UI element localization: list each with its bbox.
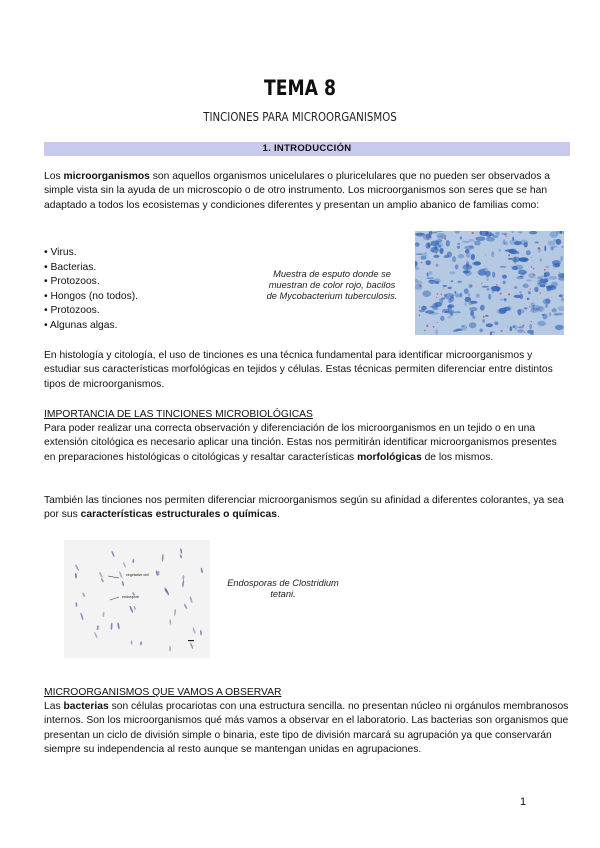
bacillus-dot xyxy=(476,237,478,239)
stain-blob xyxy=(469,239,475,242)
bacillus-dot xyxy=(527,298,529,300)
bacillus-dot xyxy=(421,262,423,264)
stain-blob xyxy=(454,291,456,294)
stain-blob xyxy=(545,304,547,307)
endospore-cell xyxy=(102,612,104,618)
endospore-cell xyxy=(182,575,184,580)
endospore-cell xyxy=(82,592,86,597)
bacillus-dot xyxy=(429,236,431,238)
stain-blob xyxy=(486,323,493,327)
stain-blob xyxy=(464,288,469,294)
endospore-cell xyxy=(200,567,203,573)
stain-blob xyxy=(543,299,551,305)
stain-blob xyxy=(491,331,495,333)
stain-blob xyxy=(514,295,521,298)
stain-blob xyxy=(508,258,513,260)
stain-blob xyxy=(463,264,473,270)
stain-blob xyxy=(470,311,474,317)
stain-blob xyxy=(519,291,522,294)
stain-blob xyxy=(440,316,444,321)
stain-blob xyxy=(443,285,448,287)
list-item: • Protozoos. xyxy=(44,275,138,290)
stain-blob xyxy=(488,294,491,300)
stain-blob xyxy=(554,313,563,316)
importance-heading: IMPORTANCIA DE LAS TINCIONES MICROBIOLÓGICAS xyxy=(44,409,313,420)
bacillus-dot xyxy=(433,326,435,328)
stain-blob xyxy=(551,282,558,287)
stain-blob xyxy=(558,306,565,311)
stain-blob xyxy=(439,248,443,254)
stain-blob xyxy=(540,258,542,261)
stain-blob xyxy=(523,284,529,289)
endospore-cell xyxy=(101,578,105,583)
endospore-cell xyxy=(117,622,120,629)
bacillus-dot xyxy=(419,315,421,317)
endospore-caption: Endosporas de Clostridium tetani. xyxy=(227,578,339,599)
stain-blob xyxy=(471,254,475,260)
stain-blob xyxy=(447,287,452,289)
bacillus-dot xyxy=(562,246,564,248)
bacillus-dot xyxy=(500,330,502,332)
stain-blob xyxy=(526,279,532,281)
endospore-cell xyxy=(182,580,185,588)
bacillus-dot xyxy=(560,265,561,266)
stain-blob xyxy=(462,241,469,243)
stain-blob xyxy=(415,242,420,246)
stain-blob xyxy=(500,266,507,268)
stain-blob xyxy=(526,250,531,255)
stain-blob xyxy=(502,275,507,279)
stain-blob xyxy=(512,257,520,263)
endospore-cell xyxy=(190,642,194,649)
stain-blob xyxy=(427,272,429,277)
stain-blob xyxy=(529,324,532,330)
bacillus-dot xyxy=(466,327,467,328)
sputum-micrograph xyxy=(415,231,564,335)
list-item: • Protozoos. xyxy=(44,304,138,319)
stain-blob xyxy=(553,263,561,267)
bacillus-dot xyxy=(530,289,531,290)
stain-blob xyxy=(552,308,557,312)
stain-blob xyxy=(455,293,461,297)
stain-blob xyxy=(453,330,459,332)
bacillus-dot xyxy=(437,322,438,323)
vegetative-cell-label: vegetative cell xyxy=(126,573,149,577)
stain-blob xyxy=(534,287,538,293)
endospore-cell xyxy=(111,550,115,557)
stain-blob xyxy=(548,241,556,246)
bacillus-dot xyxy=(483,316,485,318)
stain-blob xyxy=(491,290,494,293)
list-item: • Bacterias. xyxy=(44,261,138,276)
stain-blob xyxy=(468,302,473,305)
stain-blob xyxy=(544,246,546,252)
bacillus-dot xyxy=(443,288,444,289)
stain-blob xyxy=(538,321,546,326)
stain-blob xyxy=(535,242,539,244)
stain-blob xyxy=(521,272,525,275)
stain-blob xyxy=(510,326,513,331)
endospore-cell xyxy=(133,606,137,611)
bacillus-dot xyxy=(522,325,524,327)
stain-blob xyxy=(493,235,499,237)
stain-blob xyxy=(541,275,546,277)
stain-blob xyxy=(495,232,500,235)
bacillus-dot xyxy=(506,236,507,237)
endospore-cell xyxy=(131,640,133,644)
bacillus-dot xyxy=(559,272,560,273)
stain-blob xyxy=(510,251,520,254)
bacillus-dot xyxy=(465,251,466,252)
stain-blob xyxy=(512,266,518,270)
stain-blob xyxy=(517,329,524,332)
stain-blob xyxy=(539,285,545,288)
bacillus-dot xyxy=(423,306,424,307)
stain-blob xyxy=(426,277,434,279)
stain-blob xyxy=(548,276,557,280)
stain-blob xyxy=(503,307,510,311)
stain-blob xyxy=(425,310,434,314)
stain-blob xyxy=(415,267,419,271)
stain-blob xyxy=(511,231,513,233)
bacillus-dot xyxy=(562,287,563,288)
stain-blob xyxy=(415,253,424,255)
stain-blob xyxy=(563,231,564,234)
endospore-cell xyxy=(97,625,99,630)
stain-blob xyxy=(549,312,552,316)
bacillus-dot xyxy=(531,321,532,322)
bacillus-dot xyxy=(441,294,443,296)
stain-blob xyxy=(545,265,549,268)
stain-blob xyxy=(438,235,447,237)
sputum-caption: Muestra de esputo donde se muestran de color rojo, bacilos de Mycobacterium tuberculosis. xyxy=(266,269,398,301)
endospore-cell xyxy=(94,632,98,639)
stain-blob xyxy=(529,231,537,234)
stain-blob xyxy=(514,286,518,289)
endospore-cell xyxy=(75,602,77,607)
stain-blob xyxy=(421,256,427,260)
stain-blob xyxy=(451,280,454,282)
stain-blob xyxy=(494,321,498,325)
endospore-cell xyxy=(99,571,104,578)
bacillus-dot xyxy=(508,254,510,256)
stain-blob xyxy=(450,295,454,302)
bacillus-dot xyxy=(437,293,439,295)
bacillus-dot xyxy=(449,313,450,314)
stain-blob xyxy=(448,317,451,319)
stain-blob xyxy=(519,276,523,278)
bacillus-dot xyxy=(533,274,534,275)
stain-blob xyxy=(528,273,536,278)
stain-blob xyxy=(482,268,487,270)
stain-blob xyxy=(528,291,531,294)
observe-heading: MICROORGANISMOS QUE VAMOS A OBSERVAR xyxy=(44,687,282,698)
stain-blob xyxy=(559,294,563,297)
bacillus-dot xyxy=(511,266,512,267)
stain-blob xyxy=(492,272,495,278)
endospore-cell xyxy=(129,605,134,613)
stain-blob xyxy=(458,254,464,258)
stain-blob xyxy=(503,281,506,285)
bacillus-dot xyxy=(430,244,432,246)
stain-blob xyxy=(447,304,454,308)
stain-blob xyxy=(424,252,427,256)
stain-blob xyxy=(434,246,437,250)
endospore-cell xyxy=(192,627,196,634)
bacillus-dot xyxy=(424,330,425,331)
section-heading-bar: 1. INTRODUCCIÓN xyxy=(44,142,570,156)
bacillus-dot xyxy=(500,293,502,295)
observe-paragraph: Las bacterias son células procariotas con una estructura sencilla. no presentan núcleo ni orgánulos membranosos internos. Son los microorganismos qué más vamos a observar en el laboratorio. Las bacterias son organismos que presentan un ciclo de división simple o binaria, este tipo de división marcará su agrupación ya que conservarán siempre su independencia al resto aunque se mantengan unidas en agrupaciones. xyxy=(44,701,569,756)
bacillus-dot xyxy=(533,268,534,269)
stain-blob xyxy=(457,243,460,245)
bacillus-dot xyxy=(496,284,498,286)
endospore-cell xyxy=(174,609,177,616)
stain-blob xyxy=(514,325,517,330)
endospore-cell xyxy=(169,645,171,651)
endospore-cell xyxy=(75,573,77,579)
stain-blob xyxy=(428,242,430,247)
stain-blob xyxy=(415,284,422,290)
stain-blob xyxy=(429,271,433,275)
stain-blob xyxy=(527,330,534,334)
stain-blob xyxy=(444,255,449,258)
bacillus-dot xyxy=(533,311,534,312)
stain-blob xyxy=(474,261,481,265)
stain-blob xyxy=(487,276,489,281)
stain-blob xyxy=(553,245,557,248)
bacillus-dot xyxy=(544,269,546,271)
stain-blob xyxy=(544,272,546,278)
bacillus-dot xyxy=(531,266,533,268)
endospore-label: endospore xyxy=(122,595,139,599)
stain-blob xyxy=(518,309,522,315)
endospore-cell xyxy=(75,564,80,571)
bacillus-dot xyxy=(531,257,532,258)
bacillus-dot xyxy=(540,292,541,293)
stain-blob xyxy=(539,279,548,283)
page-subtitle: TINCIONES PARA MICROORGANISMOS xyxy=(203,109,397,124)
bacillus-dot xyxy=(507,326,508,327)
stain-blob xyxy=(449,271,455,274)
stain-blob xyxy=(435,329,438,335)
stain-blob xyxy=(464,246,474,250)
stain-blob xyxy=(499,249,501,252)
endospore-cell xyxy=(183,603,188,609)
stain-blob xyxy=(518,231,522,233)
bacillus-dot xyxy=(524,332,525,333)
endospore-cell xyxy=(110,623,112,631)
endospore-cell xyxy=(180,548,183,554)
stain-blob xyxy=(426,260,431,265)
stain-blob xyxy=(433,308,438,310)
bacillus-dot xyxy=(529,306,530,307)
stain-blob xyxy=(487,288,490,291)
endospore-cell xyxy=(121,581,124,586)
intro-paragraph: Los microorganismos son aquellos organismos unicelulares o pluricelulares que no pueden ser observados a simple vista sin la ayuda de un microscopio o de otro instrumento. Los microorganismos son seres que se han adaptado a todos los ecosistemas y condiciones diferentes y presentan un amplio abanico de familias como: xyxy=(44,171,550,211)
stain-blob xyxy=(480,305,485,311)
stain-blob xyxy=(463,270,470,273)
bacillus-dot xyxy=(466,297,467,298)
list-item: • Algunas algas. xyxy=(44,319,138,334)
stain-blob xyxy=(482,286,489,288)
stain-blob xyxy=(491,251,494,257)
stain-blob xyxy=(442,309,449,313)
stain-blob xyxy=(531,305,540,311)
stain-blob xyxy=(504,298,507,301)
stain-blob xyxy=(441,297,445,299)
stain-blob xyxy=(458,281,462,283)
bacillus-dot xyxy=(504,234,506,236)
bacillus-dot xyxy=(419,285,421,287)
stain-blob xyxy=(542,314,545,316)
importance-paragraph: Para poder realizar una correcta observación y diferenciación de los microorganismos en un tejido o en una extensión citológica es necesario aplicar una tinción. Estas nos permitirán identificar microorganismos presentes en preparaciones histológicas o citológicas y resaltar características morfológicas de los mismos. xyxy=(44,423,557,463)
stain-blob xyxy=(469,307,477,311)
bacillus-dot xyxy=(444,238,446,240)
endospore-micrograph xyxy=(64,540,210,658)
bacillus-dot xyxy=(545,273,546,274)
page-title: TEMA 8 xyxy=(264,76,336,100)
stain-blob xyxy=(460,236,462,239)
bacillus-dot xyxy=(471,285,473,287)
bacillus-dot xyxy=(415,247,416,248)
stain-blob xyxy=(422,291,431,297)
bacillus-dot xyxy=(485,255,486,256)
stain-blob xyxy=(555,325,564,330)
stain-blob xyxy=(474,241,481,246)
endospore-cell xyxy=(132,559,134,563)
stain-blob xyxy=(520,240,528,245)
endospore-cell xyxy=(189,596,193,603)
stain-blob xyxy=(485,315,489,317)
endospore-cell xyxy=(123,562,127,568)
stain-blob xyxy=(479,329,483,333)
differentiate-paragraph: También las tinciones nos permiten diferenciar microorganismos según su afinidad a diferentes colorantes, ya sea por sus características estructurales o químicas. xyxy=(44,495,564,521)
endospore-cell xyxy=(161,554,163,562)
stain-blob xyxy=(444,294,447,297)
stain-blob xyxy=(518,326,524,328)
stain-blob xyxy=(446,240,450,247)
organism-list xyxy=(44,246,138,334)
stain-blob xyxy=(452,256,456,262)
stain-blob xyxy=(560,256,562,262)
stain-blob xyxy=(455,264,459,269)
bacillus-dot xyxy=(419,306,420,307)
bacillus-dot xyxy=(515,257,516,258)
stain-blob xyxy=(455,231,461,234)
bacillus-dot xyxy=(472,232,474,234)
bacillus-dot xyxy=(481,283,482,284)
list-item: • Virus. xyxy=(44,246,138,261)
stain-blob xyxy=(524,307,528,309)
endospore-cell xyxy=(118,571,123,579)
stain-blob xyxy=(482,319,485,323)
stain-blob xyxy=(503,239,506,245)
stain-blob xyxy=(465,300,467,306)
page-number: 1 xyxy=(520,796,527,808)
stain-blob xyxy=(457,246,460,249)
bacillus-dot xyxy=(426,325,428,327)
stain-blob xyxy=(419,309,425,312)
stain-blob xyxy=(415,261,418,267)
bacillus-dot xyxy=(538,247,540,249)
bacillus-dot xyxy=(436,297,437,298)
stain-blob xyxy=(429,280,436,284)
stain-blob xyxy=(556,239,562,245)
stain-blob xyxy=(558,273,564,278)
stain-blob xyxy=(537,280,540,286)
histology-paragraph: En histología y citología, el uso de tinciones es una técnica fundamental para identificar microorganismos y estudiar sus características morfológicas en tejidos y células. Estas técnicas permiten diferenciar entre distintos tipos de microorganismos. xyxy=(44,350,553,390)
endospore-cell xyxy=(80,612,84,620)
list-item: • Hongos (no todos). xyxy=(44,290,138,305)
bacillus-dot xyxy=(437,265,438,266)
endospore-cell xyxy=(140,641,142,645)
stain-blob xyxy=(433,255,439,258)
endospore-cell xyxy=(179,554,182,558)
stain-blob xyxy=(533,305,535,310)
endospore-cell xyxy=(200,630,202,636)
stain-blob xyxy=(454,311,461,313)
stain-blob xyxy=(468,293,471,296)
endospore-cell xyxy=(169,619,171,625)
bacillus-dot xyxy=(442,312,443,313)
endospore-cell xyxy=(158,571,160,576)
stain-blob xyxy=(561,297,564,302)
stain-blob xyxy=(436,231,443,232)
stain-blob xyxy=(469,322,477,328)
stain-blob xyxy=(476,294,480,298)
bacillus-dot xyxy=(436,252,437,253)
bacillus-dot xyxy=(508,294,510,296)
stain-blob xyxy=(509,239,519,245)
